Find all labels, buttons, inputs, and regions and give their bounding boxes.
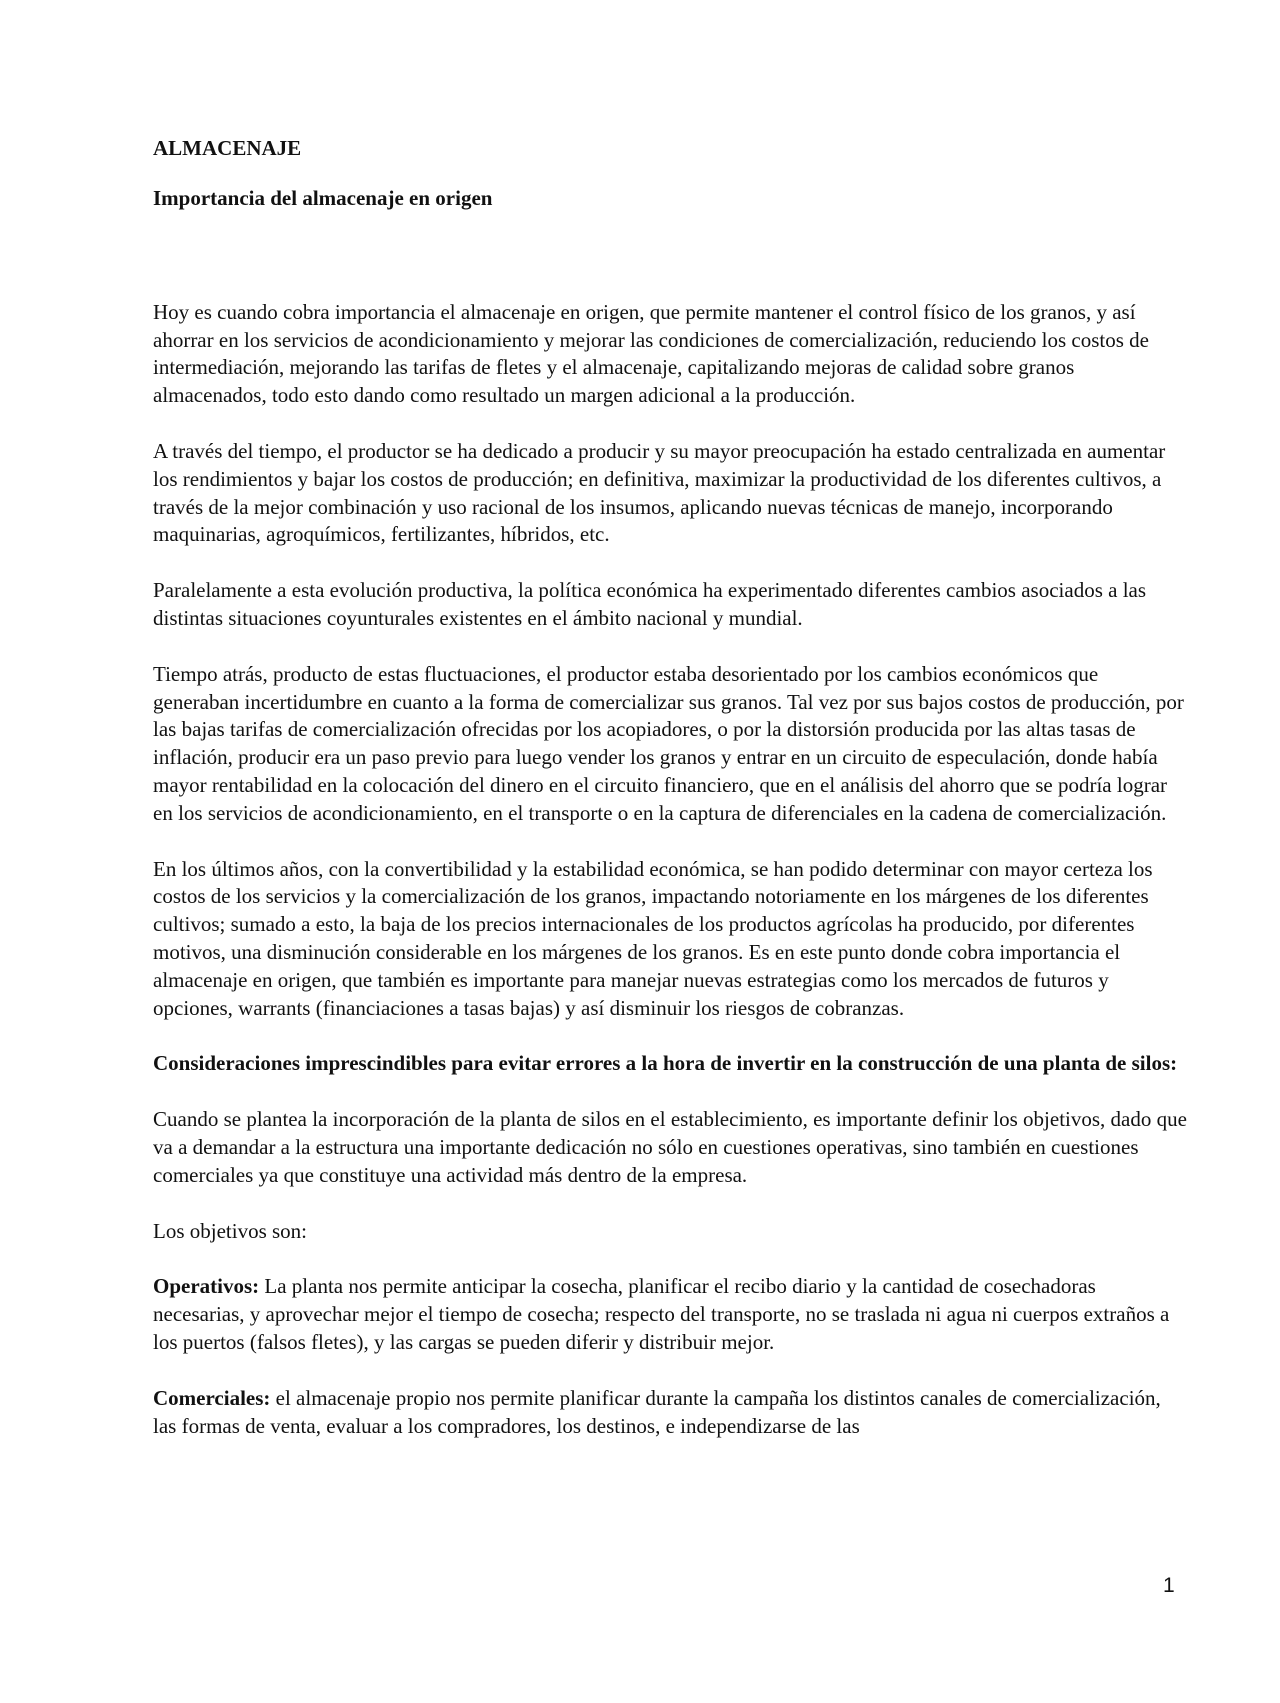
objective-label: Comerciales: bbox=[153, 1385, 271, 1410]
objective-text: La planta nos permite anticipar la cosecha, planificar el recibo diario y la cantidad de cosechadoras necesarias, y aprovechar mejor el tiempo de cosecha; respecto del transporte, no se traslada ni agua ni cuerpos extraños a los puertos (falsos fletes), y las cargas se pueden diferir y distribuir mejor. bbox=[153, 1274, 1170, 1354]
document-subtitle: Importancia del almacenaje en origen bbox=[153, 186, 493, 210]
paragraph-2: A través del tiempo, el productor se ha dedicado a producir y su mayor preocupación ha estado centralizada en aumentar los rendimientos y bajar los costos de producción; en definitiva, maximizar la productividad de los diferentes cultivos, a través de la mejor combinación y uso racional de los insumos, aplicando nuevas técnicas de manejo, incorporando maquinarias, agroquímicos, fertilizantes, híbridos, etc. bbox=[153, 438, 1166, 547]
section-heading: Consideraciones imprescindibles para evitar errores a la hora de invertir en la construcción de una planta de silos: bbox=[153, 1051, 1178, 1076]
document-body bbox=[153, 135, 1188, 1440]
paragraph-4: Tiempo atrás, producto de estas fluctuaciones, el productor estaba desorientado por los cambios económicos que generaban incertidumbre en cuanto a la forma de comercializar sus granos. Tal vez por sus bajos costos de producción, por las bajas tarifas de comercialización ofrecidas por los acopiadores, o por la distorsión producida por las altas tasas de inflación, producir era un paso previo para luego vender los granos y entrar en un circuito de especulación, donde había mayor rentabilidad en la colocación del dinero en el circuito financiero, que en el análisis del ahorro que se podría lograr en los servicios de acondicionamiento, en el transporte o en la captura de diferenciales en la cadena de comercialización. bbox=[153, 661, 1184, 825]
paragraph-1: Hoy es cuando cobra importancia el almacenaje en origen, que permite mantener el control físico de los granos, y así ahorrar en los servicios de acondicionamiento y mejorar las condiciones de comercialización, reduciendo los costos de intermediación, mejorando las tarifas de fletes y el almacenaje, capitalizando mejoras de calidad sobre granos almacenados, todo esto dando como resultado un margen adicional a la producción. bbox=[153, 299, 1149, 408]
paragraph-5: En los últimos años, con la convertibilidad y la estabilidad económica, se han podido determinar con mayor certeza los costos de los servicios y la comercialización de los granos, impactando notoriamente en los márgenes de los diferentes cultivos; sumado a esto, la baja de los precios internacionales de los productos agrícolas ha producido, por diferentes motivos, una disminución considerable en los márgenes de los granos. Es en este punto donde cobra importancia el almacenaje en origen, que también es importante para manejar nuevas estrategias como los mercados de futuros y opciones, warrants (financiaciones a tasas bajas) y así disminuir los riesgos de cobranzas. bbox=[153, 856, 1153, 1020]
objective-label: Operativos: bbox=[153, 1274, 260, 1299]
document-title: ALMACENAJE bbox=[153, 136, 302, 160]
objective-comerciales bbox=[153, 1385, 1188, 1441]
page-number: 1 bbox=[1163, 1574, 1175, 1597]
paragraph-3: Paralelamente a esta evolución productiva, la política económica ha experimentado diferentes cambios asociados a las distintas situaciones coyunturales existentes en el ámbito nacional y mundial. bbox=[153, 578, 1147, 630]
section-paragraph: Cuando se plantea la incorporación de la planta de silos en el establecimiento, es importante definir los objetivos, dado que va a demandar a la estructura una importante dedicación no sólo en cuestiones operativas, sino también en cuestiones comerciales ya que constituye una actividad más dentro de la empresa. bbox=[153, 1107, 1187, 1187]
objectives-intro: Los objetivos son: bbox=[153, 1218, 308, 1243]
objective-text: el almacenaje propio nos permite planificar durante la campaña los distintos canales de comercialización, las formas de venta, evaluar a los compradores, los destinos, e independizarse de las bbox=[153, 1385, 1161, 1438]
objective-operativos bbox=[153, 1273, 1188, 1356]
